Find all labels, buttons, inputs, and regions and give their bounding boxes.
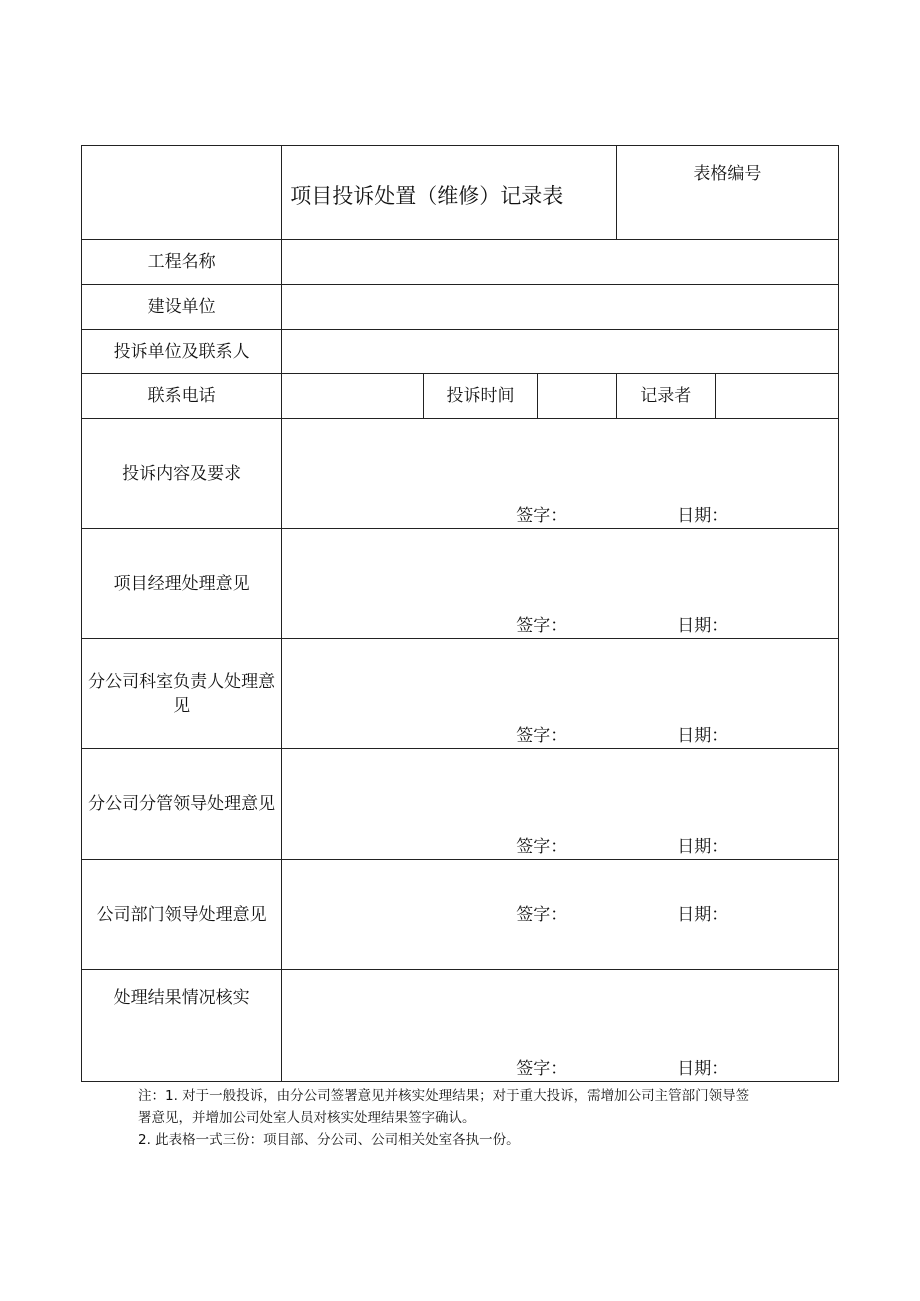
sign-label: 签字：: [516, 837, 568, 857]
sign-label: 签字：: [516, 904, 568, 925]
result-verification-field[interactable]: [282, 970, 839, 1082]
complaint-record-form: [81, 145, 839, 1082]
note-line: 注：1. 对于一般投诉，由分公司签署意见并核实处理结果；对于重大投诉，需增加公司主管部门领导签: [138, 1088, 750, 1104]
branch-leader-opinion-field[interactable]: [282, 749, 839, 860]
date-label: 日期：: [677, 1059, 729, 1079]
project-name-field[interactable]: [282, 240, 839, 285]
recorder-field[interactable]: [715, 374, 838, 419]
form-title: 项目投诉处置（维修）记录表: [282, 146, 616, 240]
section-label: 分公司科室负责人处理意见: [82, 639, 282, 749]
construction-unit-label: 建设单位: [82, 285, 282, 330]
company-leader-opinion-field[interactable]: [282, 860, 839, 970]
complaint-time-label: 投诉时间: [424, 374, 537, 419]
note-line: 2. 此表格一式三份：项目部、分公司、公司相关处室各执一份。: [138, 1132, 520, 1148]
phone-field[interactable]: [282, 374, 424, 419]
date-label: 日期：: [677, 837, 729, 857]
recorder-label: 记录者: [616, 374, 715, 419]
section-label: 公司部门领导处理意见: [82, 860, 282, 970]
complaint-time-field[interactable]: [537, 374, 616, 419]
branch-dept-opinion-field[interactable]: [282, 639, 839, 749]
construction-unit-field[interactable]: [282, 285, 839, 330]
section-label: 项目经理处理意见: [82, 529, 282, 639]
date-label: 日期：: [677, 616, 729, 636]
phone-label: 联系电话: [82, 374, 282, 419]
complainant-field[interactable]: [282, 330, 839, 374]
complainant-label: 投诉单位及联系人: [82, 330, 282, 374]
sign-label: 签字：: [516, 506, 568, 526]
project-name-label: 工程名称: [82, 240, 282, 285]
note-line: 署意见，并增加公司处室人员对核实处理结果签字确认。: [138, 1110, 476, 1126]
sign-label: 签字：: [516, 726, 568, 746]
date-label: 日期：: [677, 506, 729, 526]
section-label: 分公司分管领导处理意见: [82, 749, 282, 860]
form-number-label: 表格编号: [616, 146, 838, 240]
date-label: 日期：: [677, 726, 729, 746]
logo-cell: [82, 146, 282, 240]
section-label: 投诉内容及要求: [82, 419, 282, 529]
sign-label: 签字：: [516, 1059, 568, 1079]
complaint-content-field[interactable]: [282, 419, 839, 529]
pm-opinion-field[interactable]: [282, 529, 839, 639]
form-notes: [138, 1085, 838, 1151]
section-label: 处理结果情况核实: [82, 970, 282, 1082]
date-label: 日期：: [677, 904, 729, 925]
sign-label: 签字：: [516, 616, 568, 636]
